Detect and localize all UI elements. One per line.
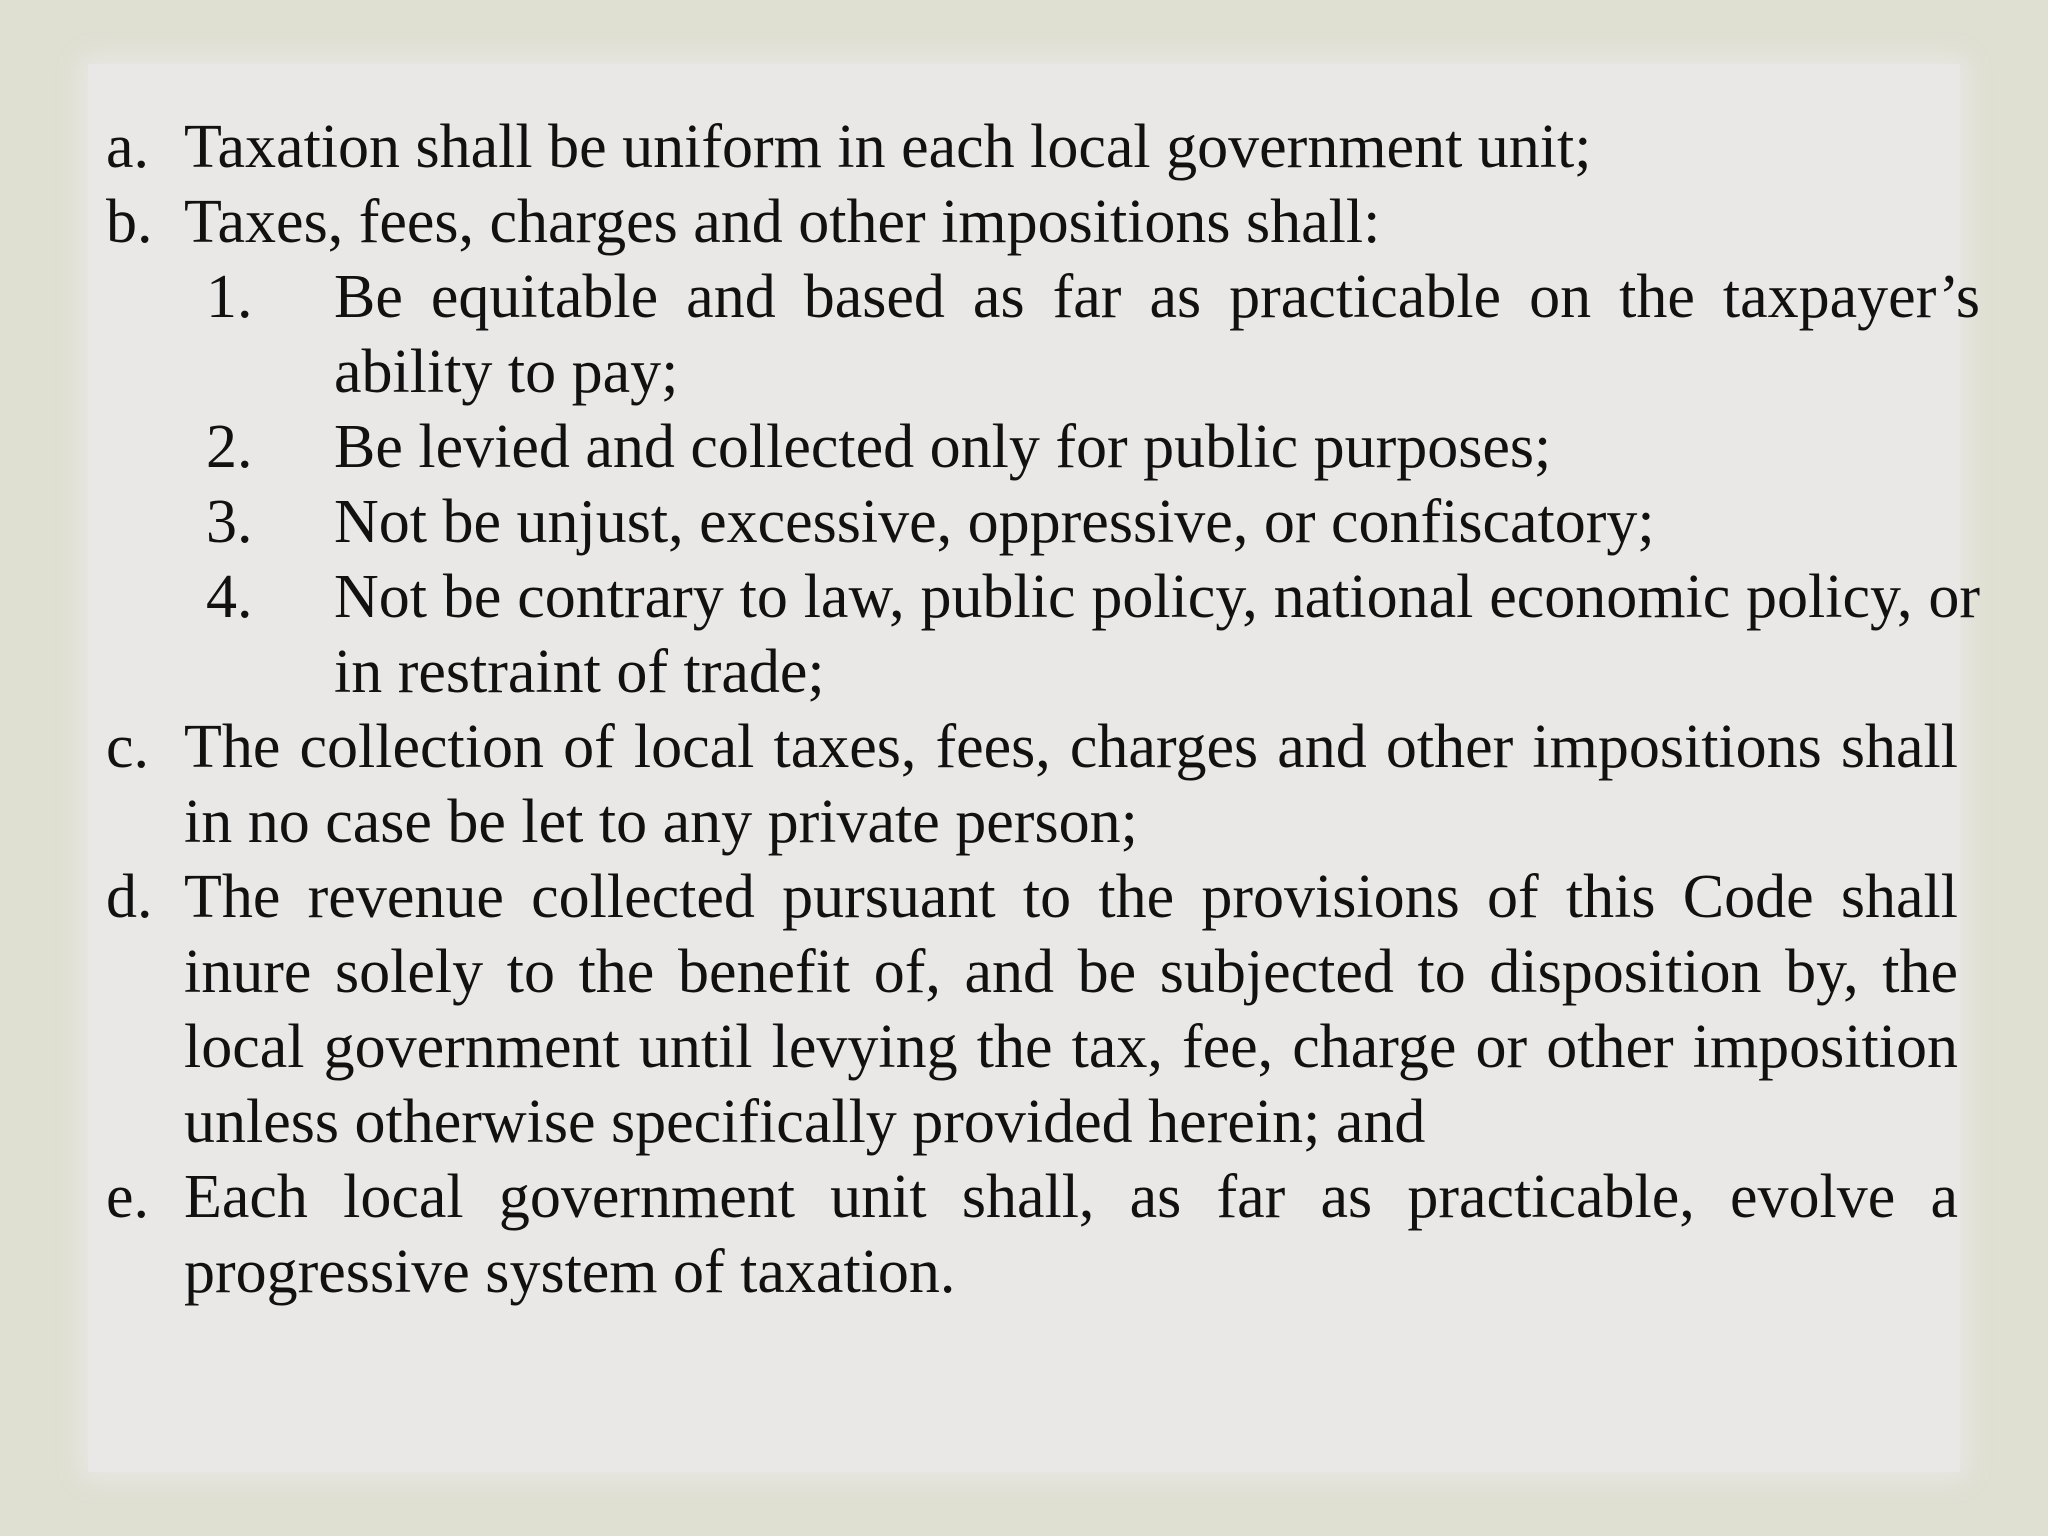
sub-list xyxy=(106,260,1980,710)
list-item-text: Taxes, fees, charges and other impositions shall: xyxy=(184,188,1381,256)
sub-list-item-2 xyxy=(206,410,1980,485)
list-marker: a. xyxy=(106,113,150,181)
list-item-c xyxy=(106,710,1958,860)
sub-list-item-text: Not be unjust, excessive, oppressive, or confiscatory; xyxy=(334,488,1655,556)
list-item-text: The collection of local taxes, fees, charges and other impositions shall in no case be let to any private person; xyxy=(184,713,1958,856)
sub-list-item-text: Be equitable and based as far as practicable on the taxpayer’s ability to pay; xyxy=(334,263,1980,406)
list-item-a xyxy=(106,110,1958,185)
list-marker: c. xyxy=(106,713,150,781)
list-item-text: Each local government unit shall, as far as practicable, evolve a progressive system of taxation. xyxy=(184,1163,1958,1306)
list-item-e xyxy=(106,1160,1958,1310)
list-item-b xyxy=(106,185,1958,260)
sub-list-item-3 xyxy=(206,485,1980,560)
sub-list-item-text: Be levied and collected only for public purposes; xyxy=(334,413,1552,481)
sub-list-marker: 2. xyxy=(206,413,253,481)
sub-list-marker: 3. xyxy=(206,488,253,556)
list-item-d xyxy=(106,860,1958,1160)
list-marker: e. xyxy=(106,1163,150,1231)
list-marker: b. xyxy=(106,188,153,256)
sub-list-marker: 1. xyxy=(206,263,253,331)
slide-text-list xyxy=(106,110,1980,1310)
list-item-text: Taxation shall be uniform in each local government unit; xyxy=(184,113,1592,181)
sub-list-item-text: Not be contrary to law, public policy, national economic policy, or in restraint of trade; xyxy=(334,563,1980,706)
list-marker: d. xyxy=(106,863,153,931)
sub-list-item-1 xyxy=(206,260,1980,410)
sub-list-marker: 4. xyxy=(206,563,253,631)
list-item-text: The revenue collected pursuant to the provisions of this Code shall inure solely to the benefit of, and be subjected to disposition by, the local government until levying the tax, fee, charge or other imposition unless otherwise specifically provided herein; and xyxy=(184,863,1958,1156)
sub-list-item-4 xyxy=(206,560,1980,710)
